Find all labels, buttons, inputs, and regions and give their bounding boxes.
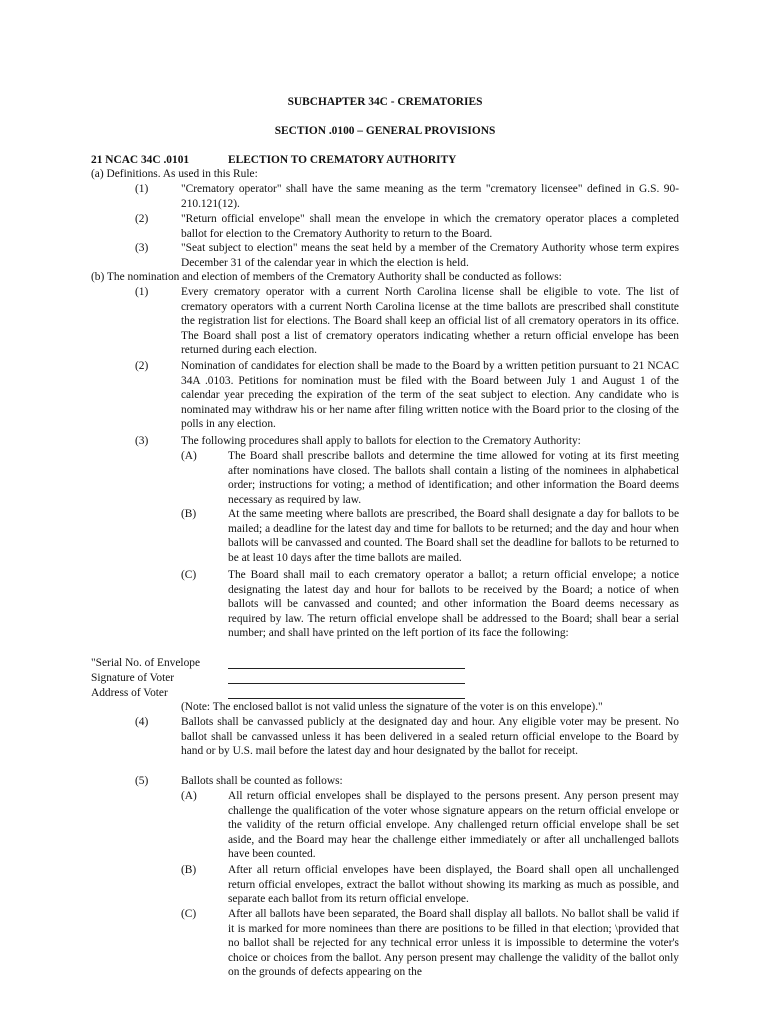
rule-title: ELECTION TO CREMATORY AUTHORITY: [228, 154, 457, 166]
subchapter-heading: SUBCHAPTER 34C - CREMATORIES: [287, 96, 483, 108]
definition-item: "Return official envelope" shall mean the envelope in which the crematory operator places a completed ballot for election to the Crematory Authority to return to the Board.: [181, 213, 679, 240]
definition-item: "Crematory operator" shall have the same meaning as the term "crematory licensee" defined in G.S. 90-210.121(12).: [181, 183, 679, 210]
item-number: (5): [135, 775, 149, 787]
item-number: (3): [135, 242, 149, 254]
rule-number: 21 NCAC 34C .0101: [91, 154, 190, 166]
item-number: (1): [135, 183, 149, 195]
item-number: (1): [135, 286, 149, 298]
subitem-letter: (C): [181, 908, 197, 920]
counting-subitem: After all ballots have been separated, the Board shall display all ballots. No ballot shall be valid if it is marked for more nominees than there are positions to be filled in that election; \provided that no ballot shall be rejected for any technical error unless it is impossible to determine the voter's choice or choices from the ballot. Any person present may challenge the validity of the ballot only on the grounds of defects appearing on the: [228, 908, 679, 979]
envelope-blank-line: [228, 683, 465, 684]
subitem-letter: (B): [181, 508, 197, 520]
subitem-letter: (C): [181, 569, 197, 581]
procedure-item: The following procedures shall apply to ballots for election to the Crematory Authority:: [181, 435, 581, 447]
procedure-item: Ballots shall be canvassed publicly at the designated day and hour. Any eligible voter may be present. No ballot shall be canvassed unless it has been delivered in a sealed return official envelope to the Board by hand or by U.S. mail before the latest day and hour designated by the ballot for receipt.: [181, 716, 679, 758]
procedure-item: Ballots shall be counted as follows:: [181, 775, 343, 787]
subitem-letter: (A): [181, 790, 197, 802]
ballot-subitem: The Board shall mail to each crematory operator a ballot; a return official envelope; a notice designating the latest day and hour for ballots to be received by the Board; a notice of when ballots will be canvassed and counted; and other information the Board deems necessary as required by law. The return official envelope shall be addressed to the Board; shall bear a serial number; and shall have printed on the left portion of its face the following:: [228, 569, 679, 640]
counting-subitem: After all return official envelopes have been displayed, the Board shall open all unchallenged return official envelopes, extract the ballot without showing its marking as much as possible, and separate each ballot from its return official envelope.: [228, 864, 679, 906]
ballot-subitem: At the same meeting where ballots are prescribed, the Board shall designate a day for ballots to be mailed; a deadline for the latest day and time for ballots to be returned; and the day and hour when ballots will be canvassed and counted. The Board shall set the deadline for ballots to be returned to be at least 10 days after the time ballots are mailed.: [228, 508, 679, 564]
procedure-item: Every crematory operator with a current North Carolina license shall be eligible to vote. The list of crematory operators with a current North Carolina license at the time ballots are prescribed shall constitute the registration list for elections. The Board shall keep an official list of all crematory operators in its office. The Board shall post a list of crematory operators indicating whether a return official envelope has been returned during each election.: [181, 286, 679, 357]
envelope-field-label: Signature of Voter: [91, 672, 175, 684]
envelope-note: (Note: The enclosed ballot is not valid unless the signature of the voter is on this envelope).": [181, 701, 603, 713]
paragraph-a-intro: (a) Definitions. As used in this Rule:: [91, 168, 258, 180]
item-number: (2): [135, 360, 149, 372]
ballot-subitem: The Board shall prescribe ballots and determine the time allowed for voting at its first meeting after nominations have closed. The ballots shall contain a listing of the nominees in alphabetical order; instructions for voting; a method of identification; and other information the Board deems necessary as required by law.: [228, 450, 679, 506]
subitem-letter: (B): [181, 864, 197, 876]
item-number: (4): [135, 716, 149, 728]
procedure-item: Nomination of candidates for election shall be made to the Board by a written petition pursuant to 21 NCAC 34A .0103. Petitions for nomination must be filed with the Board between July 1 and August 1 of the calendar year preceding the expiration of the term of the seat subject to election. Any candidate who is nominated may withdraw his or her name after filing written notice with the Board prior to the closing of the polls in any election.: [181, 360, 679, 431]
section-heading: SECTION .0100 – GENERAL PROVISIONS: [274, 125, 496, 137]
counting-subitem: All return official envelopes shall be displayed to the persons present. Any person present may challenge the qualification of the voter whose signature appears on the return official envelope or the validity of the return official envelope. Any challenged return official envelope shall be set aside, and the Board may hear the challenge either immediately or after all unchallenged ballots have been counted.: [228, 790, 679, 861]
paragraph-b-intro: (b) The nomination and election of members of the Crematory Authority shall be conducted as follows:: [91, 271, 562, 283]
item-number: (2): [135, 213, 149, 225]
envelope-field-label: Address of Voter: [91, 687, 168, 699]
subitem-letter: (A): [181, 450, 197, 462]
envelope-field-label: "Serial No. of Envelope: [91, 657, 201, 669]
envelope-blank-line: [228, 668, 465, 669]
envelope-blank-line: [228, 698, 465, 699]
item-number: (3): [135, 435, 149, 447]
definition-item: "Seat subject to election" means the seat held by a member of the Crematory Authority whose term expires December 31 of the calendar year in which the election is held.: [181, 242, 679, 269]
